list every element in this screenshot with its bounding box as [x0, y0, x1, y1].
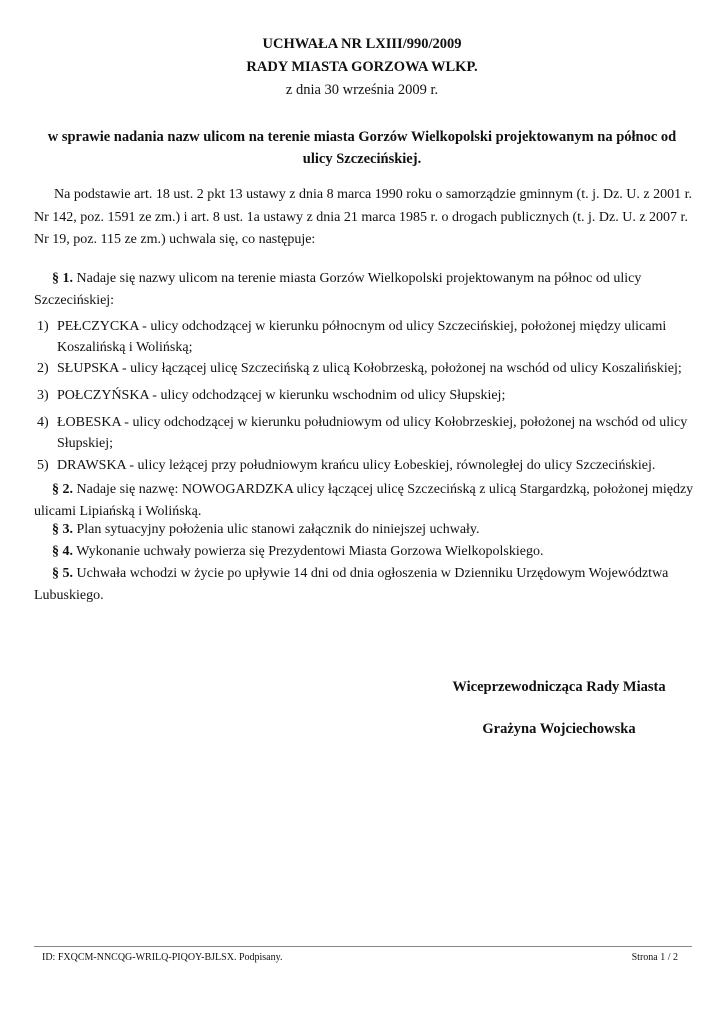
list-item-number: 5) — [37, 458, 49, 473]
section-1-mark: § 1. — [52, 271, 73, 286]
footer-divider — [34, 946, 692, 947]
section-3 — [34, 519, 694, 541]
list-item-number: 1) — [37, 319, 49, 334]
section-2-mark: § 2. — [52, 482, 73, 497]
resolution-subject: w sprawie nadania nazw ulicom na terenie miasta Gorzów Wielkopolski projektowanym na północ od ulicy Szczecińskiej. — [47, 129, 677, 167]
list-item-text: SŁUPSKA - ulicy łączącej ulicę Szczecińską z ulicą Kołobrzeską, położonej na wschód od ulicy Koszalińskiej; — [57, 361, 682, 376]
section-5 — [34, 563, 694, 606]
section-3-text: Plan sytuacyjny położenia ulic stanowi załącznik do niniejszej uchwały. — [76, 522, 480, 537]
legal-basis-paragraph: Na podstawie art. 18 ust. 2 pkt 13 ustawy z dnia 8 marca 1990 roku o samorządzie gminnym (t. j. Dz. U. z 2001 r. Nr 142, poz. 1591 ze zm.) i art. 8 ust. 1a ustawy z dnia 21 marca 1985 r. o drogach publicznych (t. j. Dz. U. z 2007 r. Nr 19, poz. 115 ze zm.) uchwala się, co następuje: — [34, 187, 693, 247]
signatory-role: Wiceprzewodnicząca Rady Miasta — [452, 679, 666, 695]
section-4-mark: § 4. — [52, 544, 73, 559]
list-item-text: ŁOBESKA - ulicy odchodzącej w kierunku południowym od ulicy Kołobrzeskiej, położonej na wschód od ulicy Słupskiej; — [57, 415, 688, 451]
signatory-name: Grażyna Wojciechowska — [482, 721, 636, 737]
resolution-date: z dnia 30 września 2009 r. — [285, 82, 439, 98]
list-item-number: 4) — [37, 415, 49, 430]
section-1-text: Nadaje się nazwy ulicom na terenie miasta Gorzów Wielkopolski projektowanym na północ od ulicy Szczecińskiej: — [34, 271, 642, 308]
section-2-text: Nadaje się nazwę: NOWOGARDZKA ulicy łączącej ulicę Szczecińską z ulicą Stargardzką, położonej między ulicami Lipiańską i Wolińską. — [34, 482, 694, 519]
section-5-text: Uchwała wchodzi w życie po upływie 14 dni od dnia ogłoszenia w Dzienniku Urzędowym Województwa Lubuskiego. — [34, 566, 669, 603]
list-item-text: PEŁCZYCKA - ulicy odchodzącej w kierunku północnym od ulicy Szczecińskiej, położonej między ulicami Koszalińską i Wolińską; — [57, 319, 667, 355]
section-4 — [34, 541, 694, 563]
council-name: RADY MIASTA GORZOWA WLKP. — [246, 59, 478, 75]
document-id: ID: FXQCM-NNCQG-WRILQ-PIQOY-BJLSX. Podpisany. — [42, 952, 283, 963]
page-number: Strona 1 / 2 — [631, 952, 678, 963]
section-1 — [34, 268, 694, 311]
section-2 — [34, 479, 694, 522]
section-5-mark: § 5. — [52, 566, 73, 581]
list-item-number: 2) — [37, 361, 49, 376]
list-item-number: 3) — [37, 388, 49, 403]
resolution-title: UCHWAŁA NR LXIII/990/2009 — [262, 36, 462, 52]
section-4-text: Wykonanie uchwały powierza się Prezydentowi Miasta Gorzowa Wielkopolskiego. — [76, 544, 544, 559]
section-3-mark: § 3. — [52, 522, 73, 537]
list-item-text: POŁCZYŃSKA - ulicy odchodzącej w kierunku wschodnim od ulicy Słupskiej; — [57, 388, 506, 403]
list-item-text: DRAWSKA - ulicy leżącej przy południowym krańcu ulicy Łobeskiej, równoległej do ulicy Szczecińskiej. — [57, 458, 656, 473]
